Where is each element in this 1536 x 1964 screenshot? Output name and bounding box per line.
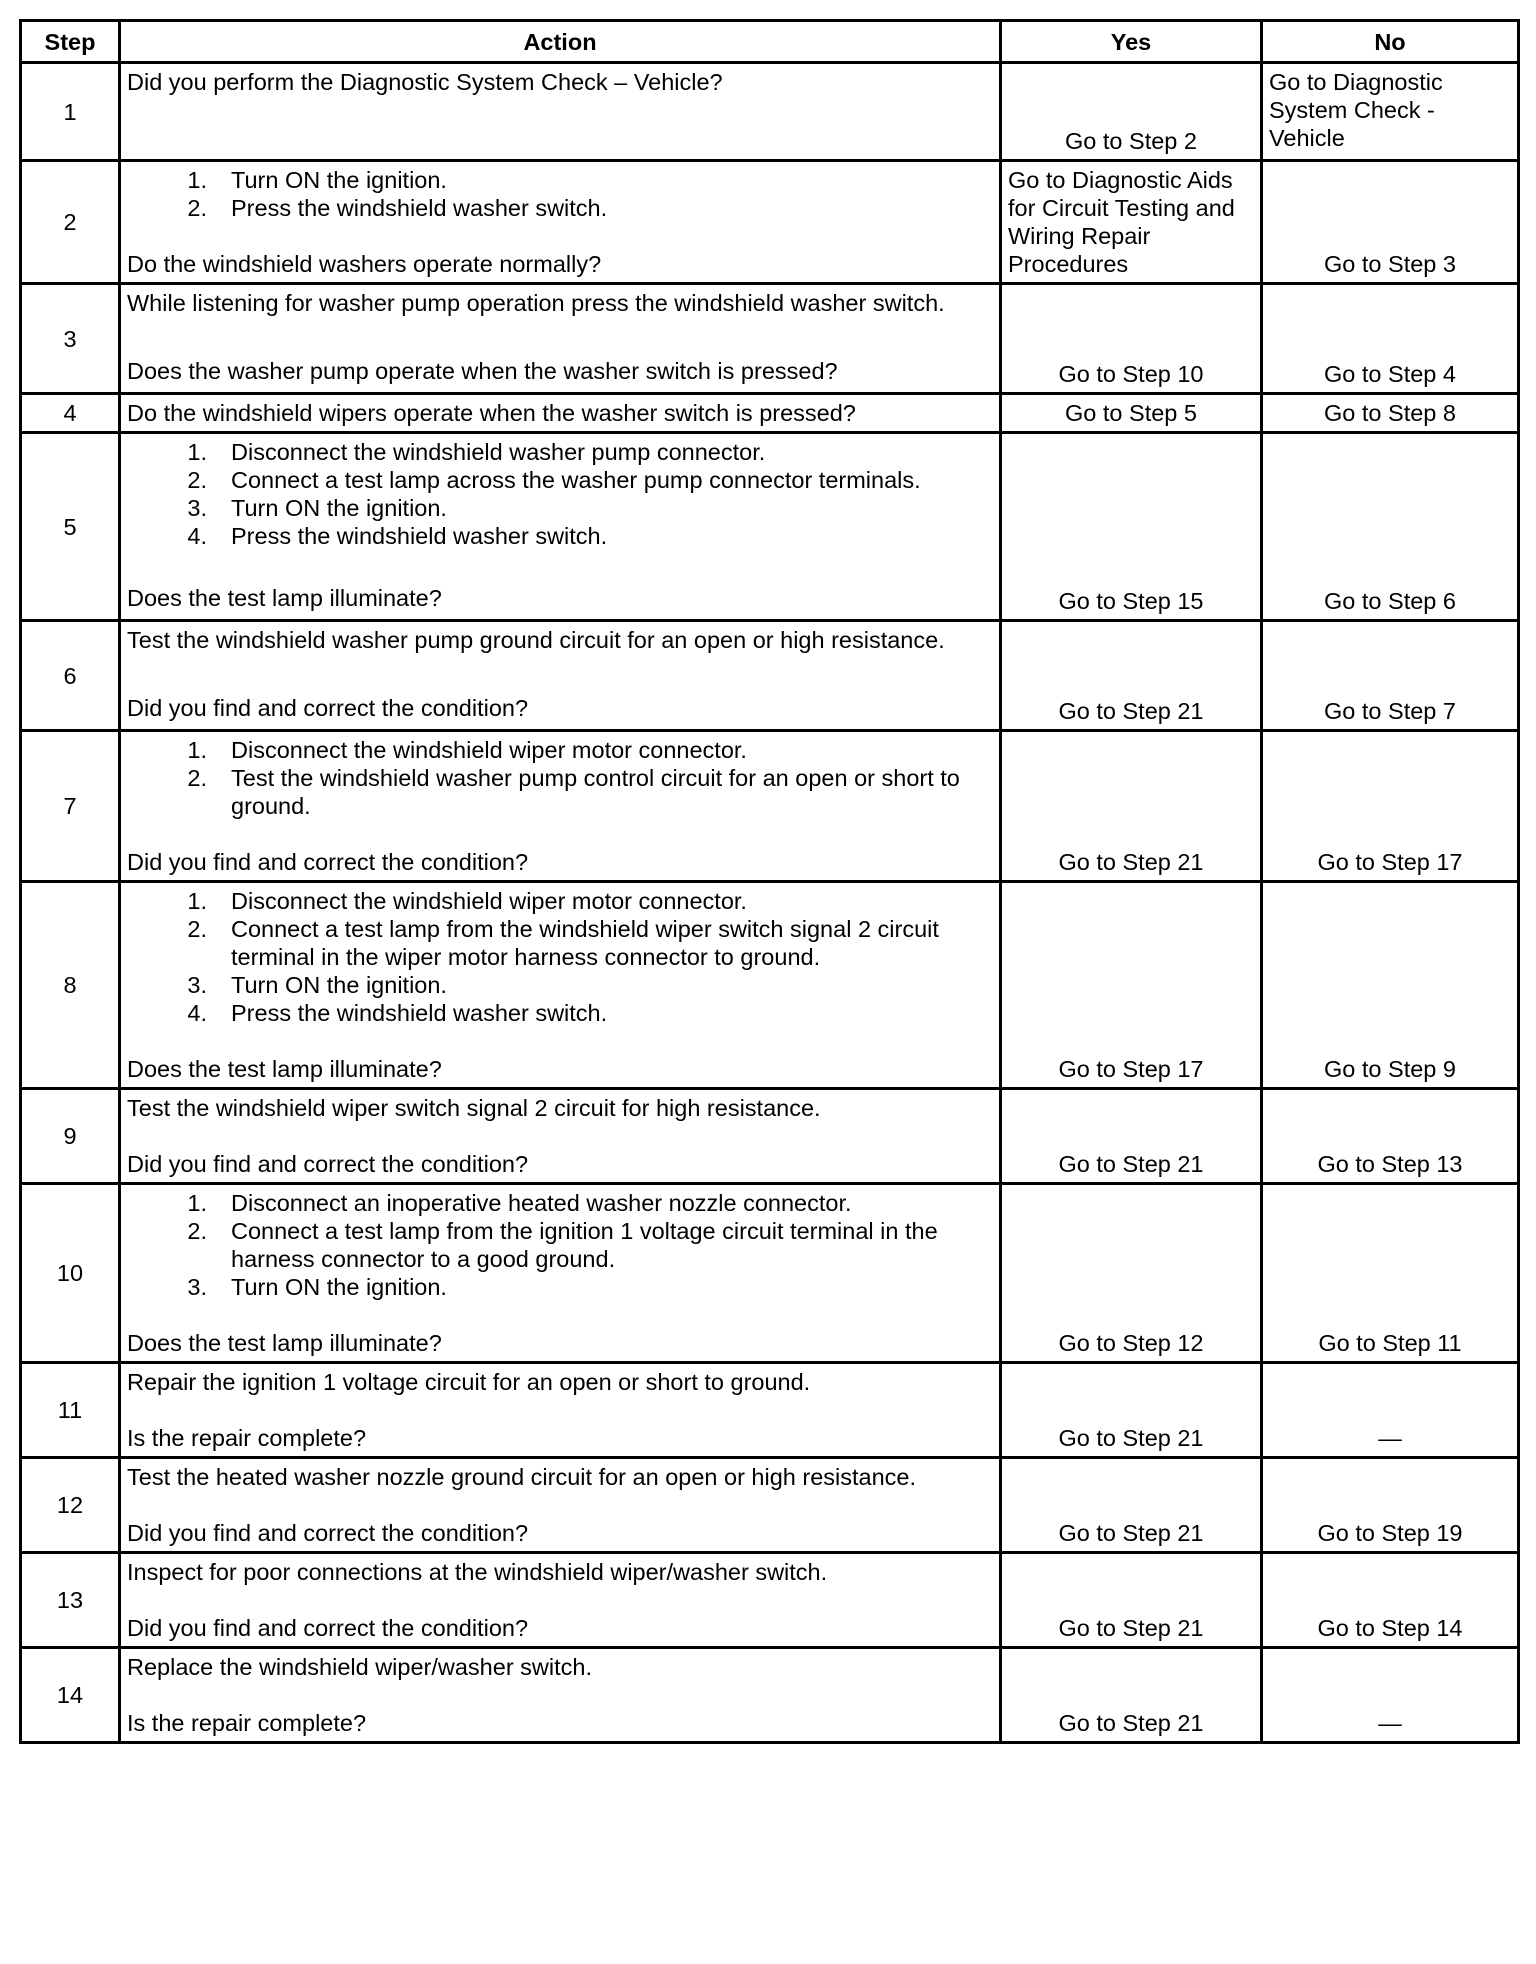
action-cell [120,1363,1001,1458]
step-number: 4 [21,394,120,433]
action-list-item [127,194,991,222]
list-item-text: Disconnect the windshield washer pump connector. [231,439,766,465]
step-number: 8 [21,882,120,1089]
action-list [127,166,991,222]
list-item-number: 4. [187,1000,207,1026]
action-list-item [127,736,991,764]
yes-result: Go to Step 21 [1001,731,1262,882]
header-row [21,21,1519,63]
action-list-item [127,466,991,494]
no-result: Go to Step 14 [1262,1553,1519,1648]
no-result: Go to Step 6 [1262,433,1519,621]
list-item-text: Press the windshield washer switch. [231,195,608,221]
action-instruction: Test the windshield washer pump ground circuit for an open or high resistance. [127,627,945,653]
list-item-text: Connect a test lamp from the ignition 1 voltage circuit terminal in the harness connector to a good ground. [231,1218,938,1272]
yes-result: Go to Step 21 [1001,1363,1262,1458]
list-item-number: 1. [187,167,207,193]
step-number: 11 [21,1363,120,1458]
step-number: 3 [21,284,120,394]
action-question: Did you find and correct the condition? [127,849,529,875]
step-number: 9 [21,1089,120,1184]
action-question: Did you find and correct the condition? [127,1151,529,1177]
list-item-number: 3. [187,495,207,521]
action-instruction: While listening for washer pump operation press the windshield washer switch. [127,290,945,316]
table-row [21,433,1519,621]
step-number: 2 [21,161,120,284]
action-instruction: Did you perform the Diagnostic System Check – Vehicle? [127,69,723,95]
list-item-text: Press the windshield washer switch. [231,523,608,549]
header-yes: Yes [1001,21,1262,63]
action-cell [120,63,1001,161]
yes-result: Go to Step 12 [1001,1184,1262,1363]
no-result: Go to Step 17 [1262,731,1519,882]
table-row [21,731,1519,882]
action-question: Does the test lamp illuminate? [127,1056,442,1082]
action-question: Do the windshield washers operate normally? [127,251,602,277]
action-list-item [127,887,991,915]
action-list [127,736,991,820]
step-number: 14 [21,1648,120,1743]
action-list-item [127,1217,991,1273]
no-result: — [1262,1648,1519,1743]
action-instruction: Inspect for poor connections at the windshield wiper/washer switch. [127,1559,828,1585]
list-item-text: Connect a test lamp from the windshield wiper switch signal 2 circuit terminal in the wiper motor harness connector to ground. [231,916,939,970]
action-cell [120,161,1001,284]
list-item-number: 2. [187,467,207,493]
table-row [21,1458,1519,1553]
list-item-text: Disconnect the windshield wiper motor connector. [231,737,747,763]
action-cell [120,1184,1001,1363]
no-result: Go to Step 8 [1262,394,1519,433]
yes-result: Go to Step 17 [1001,882,1262,1089]
action-question: Did you find and correct the condition? [127,695,529,721]
list-item-number: 2. [187,195,207,221]
header-step: Step [21,21,120,63]
table-row [21,1553,1519,1648]
no-result: Go to Step 19 [1262,1458,1519,1553]
step-number: 7 [21,731,120,882]
action-list-item [127,494,991,522]
no-result: Go to Diagnostic System Check - Vehicle [1262,63,1519,161]
diagnostic-table [19,19,1520,1744]
action-question: Is the repair complete? [127,1425,367,1451]
action-instruction: Repair the ignition 1 voltage circuit for an open or short to ground. [127,1369,811,1395]
list-item-text: Test the windshield washer pump control circuit for an open or short to ground. [231,765,960,819]
table-row [21,1184,1519,1363]
table-row [21,882,1519,1089]
list-item-number: 2. [187,765,207,791]
list-item-number: 4. [187,523,207,549]
list-item-number: 1. [187,888,207,914]
action-list-item [127,764,991,820]
table-body [21,63,1519,1743]
action-question: Is the repair complete? [127,1710,367,1736]
no-result: Go to Step 4 [1262,284,1519,394]
list-item-text: Turn ON the ignition. [231,167,447,193]
list-item-number: 2. [187,1218,207,1244]
list-item-text: Press the windshield washer switch. [231,1000,608,1026]
action-list-item [127,1273,991,1301]
table-row [21,621,1519,731]
yes-result: Go to Diagnostic Aids for Circuit Testing and Wiring Repair Procedures [1001,161,1262,284]
action-list-item [127,915,991,971]
header-action: Action [120,21,1001,63]
list-item-number: 3. [187,972,207,998]
yes-result: Go to Step 21 [1001,1648,1262,1743]
action-cell [120,1648,1001,1743]
yes-result: Go to Step 10 [1001,284,1262,394]
list-item-text: Connect a test lamp across the washer pump connector terminals. [231,467,921,493]
action-cell [120,394,1001,433]
step-number: 10 [21,1184,120,1363]
action-question: Did you find and correct the condition? [127,1615,529,1641]
action-list-item [127,1189,991,1217]
yes-result: Go to Step 21 [1001,1089,1262,1184]
action-list-item [127,522,991,550]
action-cell [120,731,1001,882]
no-result: Go to Step 3 [1262,161,1519,284]
list-item-text: Turn ON the ignition. [231,972,447,998]
action-instruction: Do the windshield wipers operate when the washer switch is pressed? [127,400,856,426]
action-list [127,1189,991,1301]
no-result: Go to Step 7 [1262,621,1519,731]
header-no: No [1262,21,1519,63]
action-cell [120,1089,1001,1184]
no-result: Go to Step 9 [1262,882,1519,1089]
action-instruction: Test the heated washer nozzle ground circuit for an open or high resistance. [127,1464,917,1490]
yes-result: Go to Step 21 [1001,621,1262,731]
yes-result: Go to Step 2 [1001,63,1262,161]
step-number: 1 [21,63,120,161]
yes-result: Go to Step 15 [1001,433,1262,621]
list-item-number: 2. [187,916,207,942]
action-cell [120,882,1001,1089]
action-list [127,887,991,1027]
list-item-number: 1. [187,1190,207,1216]
table-row [21,1089,1519,1184]
action-list-item [127,971,991,999]
table-row [21,394,1519,433]
table-row [21,1363,1519,1458]
list-item-text: Turn ON the ignition. [231,495,447,521]
action-cell [120,284,1001,394]
action-list [127,438,991,550]
yes-result: Go to Step 21 [1001,1458,1262,1553]
table-row [21,63,1519,161]
action-cell [120,1458,1001,1553]
no-result: Go to Step 11 [1262,1184,1519,1363]
action-list-item [127,166,991,194]
action-instruction: Replace the windshield wiper/washer switch. [127,1654,592,1680]
no-result: Go to Step 13 [1262,1089,1519,1184]
action-cell [120,1553,1001,1648]
step-number: 13 [21,1553,120,1648]
table-row [21,1648,1519,1743]
list-item-text: Turn ON the ignition. [231,1274,447,1300]
no-result: — [1262,1363,1519,1458]
list-item-number: 1. [187,737,207,763]
yes-result: Go to Step 5 [1001,394,1262,433]
action-cell [120,433,1001,621]
list-item-number: 3. [187,1274,207,1300]
step-number: 12 [21,1458,120,1553]
action-list-item [127,438,991,466]
action-cell [120,621,1001,731]
action-question: Did you find and correct the condition? [127,1520,529,1546]
yes-result: Go to Step 21 [1001,1553,1262,1648]
step-number: 6 [21,621,120,731]
action-instruction: Test the windshield wiper switch signal 2 circuit for high resistance. [127,1095,821,1121]
list-item-text: Disconnect an inoperative heated washer nozzle connector. [231,1190,852,1216]
list-item-text: Disconnect the windshield wiper motor connector. [231,888,747,914]
action-question: Does the test lamp illuminate? [127,585,442,611]
action-list-item [127,999,991,1027]
action-question: Does the washer pump operate when the washer switch is pressed? [127,358,838,384]
table-row [21,161,1519,284]
table-row [21,284,1519,394]
step-number: 5 [21,433,120,621]
action-question: Does the test lamp illuminate? [127,1330,442,1356]
list-item-number: 1. [187,439,207,465]
